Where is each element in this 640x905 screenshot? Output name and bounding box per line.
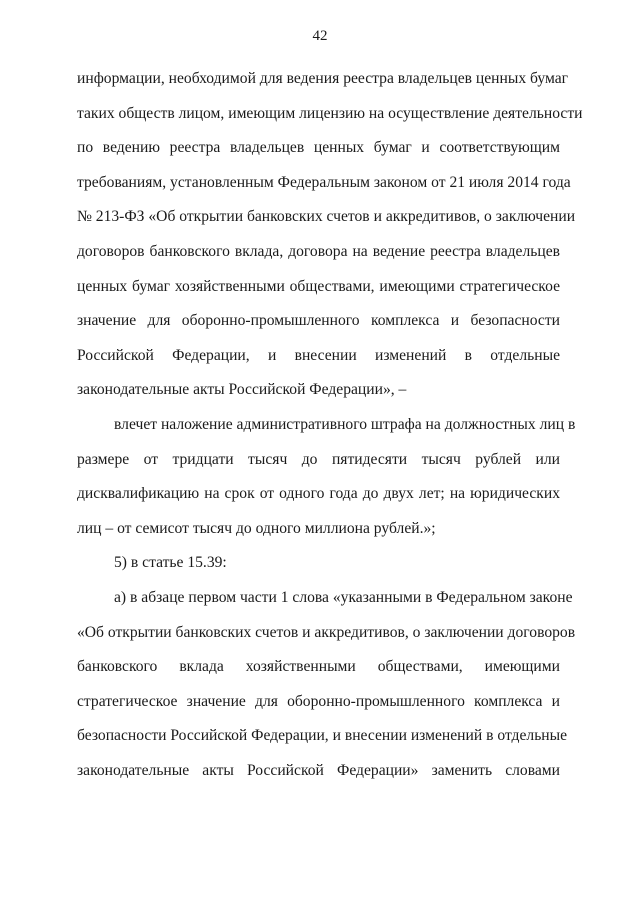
text-line: 5) в статье 15.39:: [114, 554, 227, 572]
text-line: банковского вклада хозяйственными обществами, имеющими: [77, 658, 560, 676]
text-line: безопасности Российской Федерации, и внесении изменений в отдельные: [77, 727, 568, 745]
document-body: [77, 62, 583, 788]
text-line: «Об открытии банковских счетов и аккредитивов, о заключении договоров: [77, 623, 576, 641]
text-line: лиц – от семисот тысяч до одного миллиона рублей.»;: [77, 519, 436, 537]
text-line: ценных бумаг хозяйственными обществами, имеющими стратегическое: [77, 277, 560, 295]
text-line: договоров банковского вклада, договора на ведение реестра владельцев: [77, 242, 560, 260]
text-line: таких обществ лицом, имеющим лицензию на осуществление деятельности: [77, 104, 583, 122]
text-line: стратегическое значение для оборонно-промышленного комплекса и: [77, 692, 560, 710]
text-line: а) в абзаце первом части 1 слова «указанными в Федеральном законе: [114, 588, 573, 606]
text-line: законодательные акты Российской Федерации», –: [77, 381, 407, 399]
text-line: требованиям, установленным Федеральным законом от 21 июля 2014 года: [77, 173, 571, 191]
text-line: № 213-ФЗ «Об открытии банковских счетов и аккредитивов, о заключении: [77, 208, 576, 226]
text-line: по ведению реестра владельцев ценных бумаг и соответствующим: [77, 139, 560, 157]
text-line: Российской Федерации, и внесении изменений в отдельные: [77, 346, 560, 364]
text-line: значение для оборонно-промышленного комплекса и безопасности: [77, 312, 560, 330]
text-line: влечет наложение административного штрафа на должностных лиц в: [114, 415, 576, 433]
page-number: 42: [312, 28, 328, 44]
text-line: информации, необходимой для ведения реестра владельцев ценных бумаг: [77, 70, 569, 87]
text-line: законодательные акты Российской Федерации» заменить словами: [77, 761, 560, 779]
text-line: размере от тридцати тысяч до пятидесяти тысяч рублей или: [77, 450, 560, 468]
text-line: дисквалификацию на срок от одного года до двух лет; на юридических: [77, 485, 560, 503]
